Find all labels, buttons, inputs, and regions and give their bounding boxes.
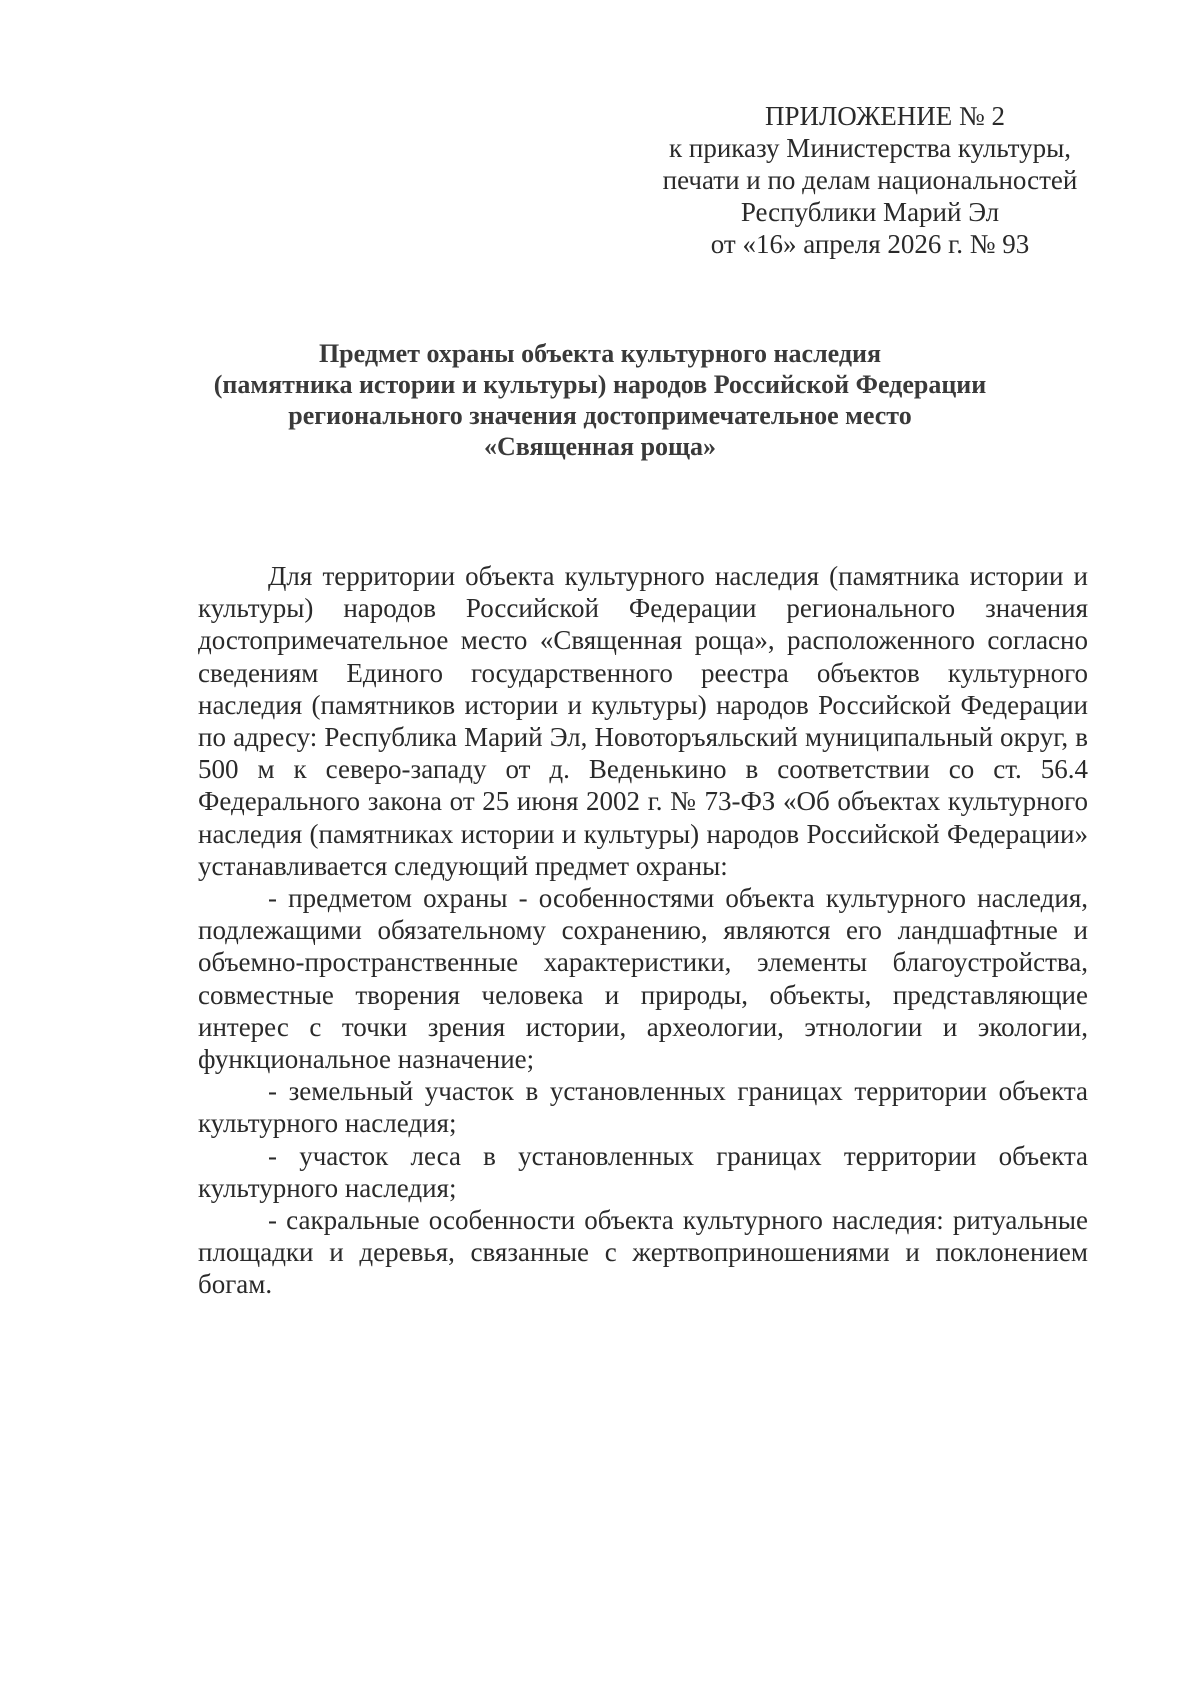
document-body xyxy=(198,560,1088,1301)
title-line-1: Предмет охраны объекта культурного наследия xyxy=(318,339,882,368)
list-item-forest-plot: - участок леса в установленных границах территории объекта культурного наследия; xyxy=(198,1140,1088,1203)
appendix-order-line: к приказу Министерства культуры, xyxy=(669,133,1071,163)
title-line-3: регионального значения достопримечательное место xyxy=(288,401,912,430)
appendix-number: ПРИЛОЖЕНИЕ № 2 xyxy=(764,101,1006,131)
title-line-2: (памятника истории и культуры) народов Российской Федерации xyxy=(213,370,987,399)
list-item-land-plot: - земельный участок в установленных границах территории объекта культурного наследия; xyxy=(198,1076,1088,1139)
title-line-4: «Священная роща» xyxy=(484,432,716,461)
list-item-landscape: - предметом охраны - особенностями объекта культурного наследия, подлежащими обязательному сохранению, являются его ландшафтные и объемно-пространственные характеристики, элементы благоустройства, совместные творения человека и природы, объекты, представляющие интерес с точки зрения истории, археологии, этнологии и экологии, функциональное назначение; xyxy=(198,883,1088,1075)
appendix-header xyxy=(600,100,1140,260)
appendix-republic-line: Республики Марий Эл xyxy=(740,197,1000,227)
list-item-sacral: - сакральные особенности объекта культурного наследия: ритуальные площадки и деревья, связанные с жертвоприношениями и поклонением богам. xyxy=(198,1205,1088,1300)
appendix-date-line: от «16» апреля 2026 г. № 93 xyxy=(710,229,1030,259)
document-title xyxy=(150,338,1050,462)
intro-paragraph: Для территории объекта культурного наследия (памятника истории и культуры) народов Российской Федерации регионального значения достопримечательное место «Священная роща», расположенного согласно сведениям Единого государственного реестра объектов культурного наследия (памятников истории и культуры) народов Российской Федерации по адресу: Республика Марий Эл, Новоторъяльский муниципальный округ, в 500 м к северо-западу от д. Веденькино в соответствии со ст. 56.4 Федерального закона от 25 июня 2002 г. № 73-ФЗ «Об объектах культурного наследия (памятниках истории и культуры) народов Российской Федерации» устанавливается следующий предмет охраны: xyxy=(198,561,1088,881)
appendix-ministry-line: печати и по делам национальностей xyxy=(662,165,1078,195)
